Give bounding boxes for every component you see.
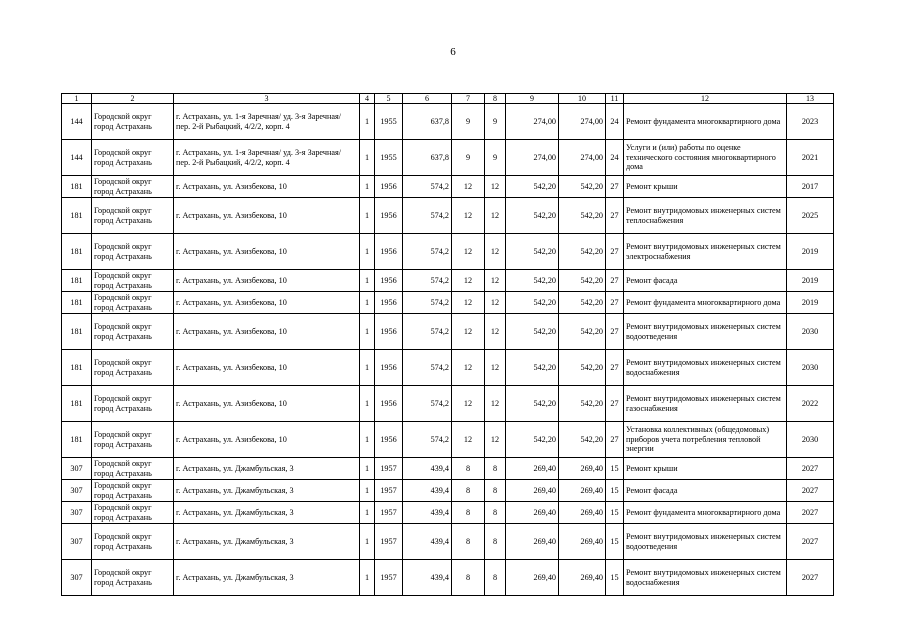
cell-planned-year: 2030 (787, 314, 834, 350)
cell-col9: 269,40 (506, 560, 559, 596)
cell-year-built: 1956 (375, 314, 403, 350)
cell-row-id: 181 (62, 292, 92, 314)
cell-col10: 269,40 (559, 560, 606, 596)
column-number: 6 (403, 94, 452, 104)
page-number: 6 (450, 46, 456, 58)
cell-col9: 542,20 (506, 386, 559, 422)
cell-work-type: Ремонт фасада (624, 270, 787, 292)
table-row (62, 350, 834, 386)
cell-col7: 12 (452, 234, 485, 270)
cell-col4: 1 (360, 104, 375, 140)
cell-col8: 8 (485, 480, 506, 502)
table-row (62, 458, 834, 480)
cell-planned-year: 2019 (787, 292, 834, 314)
cell-col10: 269,40 (559, 502, 606, 524)
cell-col11: 27 (606, 198, 624, 234)
cell-col4: 1 (360, 422, 375, 458)
table-row (62, 104, 834, 140)
cell-work-type: Ремонт внутридомовых инженерных систем водоотведения (624, 524, 787, 560)
cell-work-type: Ремонт фундамента многоквартирного дома (624, 104, 787, 140)
cell-work-type: Ремонт внутридомовых инженерных систем водоснабжения (624, 350, 787, 386)
cell-col7: 12 (452, 386, 485, 422)
cell-col8: 12 (485, 270, 506, 292)
cell-work-type: Ремонт фундамента многоквартирного дома (624, 292, 787, 314)
cell-planned-year: 2021 (787, 140, 834, 176)
cell-row-id: 181 (62, 314, 92, 350)
cell-total-area: 574,2 (403, 314, 452, 350)
table-row (62, 140, 834, 176)
cell-year-built: 1956 (375, 198, 403, 234)
cell-address: г. Астрахань, ул. 1-я Заречная/ уд. 3-я Заречная/ пер. 2-й Рыбацкий, 4/2/2, корп. 4 (174, 104, 360, 140)
cell-col10: 274,00 (559, 104, 606, 140)
cell-col10: 542,20 (559, 292, 606, 314)
cell-col4: 1 (360, 292, 375, 314)
cell-year-built: 1957 (375, 502, 403, 524)
column-number: 9 (506, 94, 559, 104)
cell-col7: 12 (452, 292, 485, 314)
cell-col10: 269,40 (559, 524, 606, 560)
cell-col4: 1 (360, 198, 375, 234)
cell-address: г. Астрахань, ул. Азизбекова, 10 (174, 422, 360, 458)
cell-total-area: 637,8 (403, 104, 452, 140)
cell-col9: 542,20 (506, 314, 559, 350)
cell-col11: 27 (606, 176, 624, 198)
cell-municipality: Городской округ город Астрахань (92, 480, 174, 502)
cell-address: г. Астрахань, ул. Азизбекова, 10 (174, 198, 360, 234)
cell-col4: 1 (360, 176, 375, 198)
cell-col9: 542,20 (506, 176, 559, 198)
cell-col11: 15 (606, 458, 624, 480)
cell-col9: 542,20 (506, 350, 559, 386)
cell-col11: 24 (606, 104, 624, 140)
cell-col8: 9 (485, 140, 506, 176)
cell-col11: 15 (606, 524, 624, 560)
column-number: 11 (606, 94, 624, 104)
cell-row-id: 181 (62, 270, 92, 292)
cell-planned-year: 2023 (787, 104, 834, 140)
cell-row-id: 144 (62, 104, 92, 140)
cell-col10: 542,20 (559, 198, 606, 234)
cell-col10: 542,20 (559, 234, 606, 270)
cell-address: г. Астрахань, ул. Азизбекова, 10 (174, 350, 360, 386)
cell-total-area: 439,4 (403, 524, 452, 560)
cell-col11: 15 (606, 502, 624, 524)
cell-col4: 1 (360, 560, 375, 596)
cell-municipality: Городской округ город Астрахань (92, 292, 174, 314)
cell-col11: 27 (606, 350, 624, 386)
cell-work-type: Ремонт крыши (624, 176, 787, 198)
cell-col9: 269,40 (506, 458, 559, 480)
column-number: 10 (559, 94, 606, 104)
cell-col9: 269,40 (506, 502, 559, 524)
cell-col10: 542,20 (559, 270, 606, 292)
table-row (62, 234, 834, 270)
cell-total-area: 439,4 (403, 560, 452, 596)
cell-col10: 542,20 (559, 350, 606, 386)
table-row (62, 198, 834, 234)
cell-municipality: Городской округ город Астрахань (92, 524, 174, 560)
cell-col10: 542,20 (559, 422, 606, 458)
cell-col8: 12 (485, 292, 506, 314)
cell-address: г. Астрахань, ул. Азизбекова, 10 (174, 314, 360, 350)
table-row (62, 314, 834, 350)
cell-work-type: Ремонт внутридомовых инженерных систем электроснабжения (624, 234, 787, 270)
cell-year-built: 1956 (375, 422, 403, 458)
cell-col9: 274,00 (506, 140, 559, 176)
cell-total-area: 574,2 (403, 270, 452, 292)
cell-col7: 8 (452, 502, 485, 524)
cell-col4: 1 (360, 234, 375, 270)
table-row (62, 292, 834, 314)
cell-total-area: 439,4 (403, 458, 452, 480)
cell-year-built: 1957 (375, 524, 403, 560)
cell-col9: 542,20 (506, 422, 559, 458)
cell-municipality: Городской округ город Астрахань (92, 502, 174, 524)
cell-municipality: Городской округ город Астрахань (92, 270, 174, 292)
column-number: 1 (62, 94, 92, 104)
cell-col4: 1 (360, 480, 375, 502)
cell-col11: 27 (606, 386, 624, 422)
cell-col4: 1 (360, 458, 375, 480)
cell-work-type: Ремонт внутридомовых инженерных систем водоснабжения (624, 560, 787, 596)
cell-row-id: 181 (62, 350, 92, 386)
cell-planned-year: 2019 (787, 234, 834, 270)
cell-row-id: 307 (62, 458, 92, 480)
cell-municipality: Городской округ город Астрахань (92, 422, 174, 458)
cell-work-type: Ремонт внутридомовых инженерных систем газоснабжения (624, 386, 787, 422)
cell-col7: 12 (452, 176, 485, 198)
cell-col8: 12 (485, 314, 506, 350)
cell-col10: 542,20 (559, 314, 606, 350)
cell-address: г. Астрахань, ул. Джамбульская, 3 (174, 480, 360, 502)
cell-address: г. Астрахань, ул. Джамбульская, 3 (174, 560, 360, 596)
cell-planned-year: 2017 (787, 176, 834, 198)
cell-year-built: 1957 (375, 458, 403, 480)
cell-col10: 269,40 (559, 480, 606, 502)
cell-total-area: 439,4 (403, 480, 452, 502)
cell-address: г. Астрахань, ул. Джамбульская, 3 (174, 524, 360, 560)
cell-municipality: Городской округ город Астрахань (92, 104, 174, 140)
cell-col7: 12 (452, 422, 485, 458)
cell-col8: 12 (485, 422, 506, 458)
cell-col7: 8 (452, 524, 485, 560)
cell-planned-year: 2027 (787, 502, 834, 524)
cell-year-built: 1957 (375, 480, 403, 502)
cell-col4: 1 (360, 350, 375, 386)
cell-col7: 8 (452, 560, 485, 596)
cell-year-built: 1956 (375, 350, 403, 386)
cell-col4: 1 (360, 314, 375, 350)
cell-col8: 12 (485, 176, 506, 198)
cell-municipality: Городской округ город Астрахань (92, 350, 174, 386)
table-row (62, 176, 834, 198)
cell-col4: 1 (360, 270, 375, 292)
cell-planned-year: 2027 (787, 524, 834, 560)
cell-municipality: Городской округ город Астрахань (92, 234, 174, 270)
column-number: 4 (360, 94, 375, 104)
cell-work-type: Ремонт фасада (624, 480, 787, 502)
cell-address: г. Астрахань, ул. Азизбекова, 10 (174, 386, 360, 422)
cell-municipality: Городской округ город Астрахань (92, 560, 174, 596)
cell-row-id: 181 (62, 386, 92, 422)
cell-municipality: Городской округ город Астрахань (92, 458, 174, 480)
cell-total-area: 574,2 (403, 234, 452, 270)
cell-year-built: 1956 (375, 234, 403, 270)
table-row (62, 524, 834, 560)
table-row (62, 560, 834, 596)
cell-municipality: Городской округ город Астрахань (92, 140, 174, 176)
cell-planned-year: 2030 (787, 422, 834, 458)
cell-col11: 15 (606, 560, 624, 596)
column-number: 3 (174, 94, 360, 104)
cell-work-type: Ремонт внутридомовых инженерных систем теплоснабжения (624, 198, 787, 234)
cell-col9: 542,20 (506, 234, 559, 270)
cell-row-id: 181 (62, 198, 92, 234)
cell-row-id: 144 (62, 140, 92, 176)
cell-col4: 1 (360, 386, 375, 422)
table-row (62, 386, 834, 422)
cell-total-area: 574,2 (403, 350, 452, 386)
cell-municipality: Городской округ город Астрахань (92, 386, 174, 422)
cell-row-id: 307 (62, 502, 92, 524)
column-number-row (62, 94, 834, 104)
cell-col11: 15 (606, 480, 624, 502)
cell-planned-year: 2027 (787, 480, 834, 502)
cell-year-built: 1956 (375, 176, 403, 198)
cell-address: г. Астрахань, ул. Джамбульская, 3 (174, 458, 360, 480)
column-number: 7 (452, 94, 485, 104)
cell-col9: 542,20 (506, 292, 559, 314)
cell-row-id: 181 (62, 234, 92, 270)
cell-col8: 12 (485, 234, 506, 270)
cell-col7: 8 (452, 480, 485, 502)
cell-col7: 8 (452, 458, 485, 480)
cell-planned-year: 2025 (787, 198, 834, 234)
cell-col8: 8 (485, 524, 506, 560)
cell-municipality: Городской округ город Астрахань (92, 176, 174, 198)
cell-address: г. Астрахань, ул. Азизбекова, 10 (174, 270, 360, 292)
table-row (62, 270, 834, 292)
cell-row-id: 181 (62, 176, 92, 198)
cell-address: г. Астрахань, ул. 1-я Заречная/ уд. 3-я Заречная/ пер. 2-й Рыбацкий, 4/2/2, корп. 4 (174, 140, 360, 176)
cell-total-area: 574,2 (403, 198, 452, 234)
cell-col8: 12 (485, 198, 506, 234)
table-row (62, 422, 834, 458)
cell-col9: 269,40 (506, 524, 559, 560)
column-number: 13 (787, 94, 834, 104)
cell-col11: 24 (606, 140, 624, 176)
cell-planned-year: 2022 (787, 386, 834, 422)
cell-planned-year: 2027 (787, 560, 834, 596)
cell-address: г. Астрахань, ул. Джамбульская, 3 (174, 502, 360, 524)
cell-total-area: 574,2 (403, 422, 452, 458)
cell-col8: 8 (485, 502, 506, 524)
cell-address: г. Астрахань, ул. Азизбекова, 10 (174, 234, 360, 270)
cell-municipality: Городской округ город Астрахань (92, 198, 174, 234)
cell-col7: 12 (452, 270, 485, 292)
cell-col7: 9 (452, 140, 485, 176)
cell-col7: 12 (452, 350, 485, 386)
cell-total-area: 637,8 (403, 140, 452, 176)
cell-row-id: 181 (62, 422, 92, 458)
cell-year-built: 1957 (375, 560, 403, 596)
column-number: 5 (375, 94, 403, 104)
cell-col7: 9 (452, 104, 485, 140)
cell-col11: 27 (606, 314, 624, 350)
cell-row-id: 307 (62, 524, 92, 560)
cell-total-area: 574,2 (403, 386, 452, 422)
cell-col9: 269,40 (506, 480, 559, 502)
cell-row-id: 307 (62, 480, 92, 502)
cell-address: г. Астрахань, ул. Азизбекова, 10 (174, 292, 360, 314)
cell-year-built: 1956 (375, 270, 403, 292)
cell-planned-year: 2019 (787, 270, 834, 292)
cell-year-built: 1956 (375, 292, 403, 314)
table-row (62, 502, 834, 524)
cell-col7: 12 (452, 198, 485, 234)
cell-col10: 269,40 (559, 458, 606, 480)
cell-col4: 1 (360, 140, 375, 176)
cell-year-built: 1955 (375, 104, 403, 140)
cell-col8: 8 (485, 560, 506, 596)
cell-total-area: 439,4 (403, 502, 452, 524)
table-row (62, 480, 834, 502)
column-number: 2 (92, 94, 174, 104)
cell-col8: 12 (485, 350, 506, 386)
cell-col4: 1 (360, 524, 375, 560)
cell-col11: 27 (606, 234, 624, 270)
cell-work-type: Ремонт крыши (624, 458, 787, 480)
cell-col7: 12 (452, 314, 485, 350)
cell-address: г. Астрахань, ул. Азизбекова, 10 (174, 176, 360, 198)
cell-municipality: Городской округ город Астрахань (92, 314, 174, 350)
cell-planned-year: 2030 (787, 350, 834, 386)
cell-col8: 8 (485, 458, 506, 480)
cell-col10: 542,20 (559, 386, 606, 422)
cell-col11: 27 (606, 292, 624, 314)
cell-col4: 1 (360, 502, 375, 524)
cell-col9: 542,20 (506, 198, 559, 234)
cell-total-area: 574,2 (403, 176, 452, 198)
cell-col11: 27 (606, 422, 624, 458)
cell-col8: 12 (485, 386, 506, 422)
cell-year-built: 1955 (375, 140, 403, 176)
cell-total-area: 574,2 (403, 292, 452, 314)
column-number: 12 (624, 94, 787, 104)
cell-col11: 27 (606, 270, 624, 292)
column-number: 8 (485, 94, 506, 104)
cell-row-id: 307 (62, 560, 92, 596)
cell-work-type: Услуги и (или) работы по оценке технического состояния многоквартирного дома (624, 140, 787, 176)
cell-col9: 274,00 (506, 104, 559, 140)
cell-planned-year: 2027 (787, 458, 834, 480)
cell-col10: 542,20 (559, 176, 606, 198)
cell-work-type: Ремонт внутридомовых инженерных систем водоотведения (624, 314, 787, 350)
cell-work-type: Ремонт фундамента многоквартирного дома (624, 502, 787, 524)
cell-col9: 542,20 (506, 270, 559, 292)
cell-work-type: Установка коллективных (общедомовых) приборов учета потребления тепловой энергии (624, 422, 787, 458)
cell-year-built: 1956 (375, 386, 403, 422)
housing-register-table (61, 93, 834, 596)
cell-col10: 274,00 (559, 140, 606, 176)
cell-col8: 9 (485, 104, 506, 140)
